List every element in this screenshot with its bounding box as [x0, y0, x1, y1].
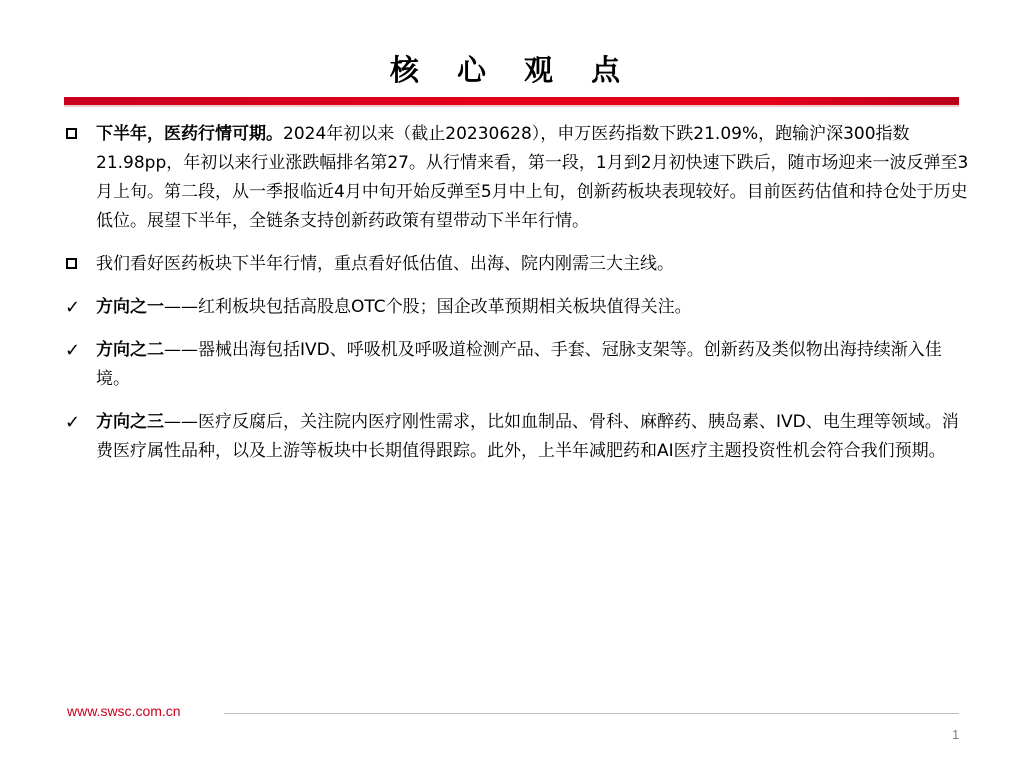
bullet-lead: 下半年，医药行情可期。 [96, 124, 283, 144]
bullet-text: ——医疗反腐后，关注院内医疗刚性需求，比如血制品、骨科、麻醉药、胰岛素、IVD、电生理等领域。消费医疗属性品种，以及上游等板块中长期值得跟踪。此外，上半年减肥药和AI医疗主题投资性机会符合我们预期。 [96, 412, 959, 461]
page-number: 1 [952, 727, 960, 742]
bullet-lead: 方向之一 [96, 297, 164, 317]
bullet-lead: 方向之二 [96, 340, 164, 360]
bullet-item-main-lines [60, 250, 970, 279]
footer-divider [224, 713, 959, 714]
footer-website-link[interactable]: www.swsc.com.cn [67, 703, 181, 719]
bullet-item-direction-2 [60, 336, 970, 394]
bullet-text: ——红利板块包括高股息OTC个股；国企改革预期相关板块值得关注。 [164, 297, 692, 317]
title-underline-shadow [64, 105, 959, 107]
square-bullet-icon [62, 120, 82, 149]
bullet-text: ——器械出海包括IVD、呼吸机及呼吸道检测产品、手套、冠脉支架等。创新药及类似物出海持续渐入佳境。 [96, 340, 942, 389]
checkmark-icon: ✓ [65, 340, 81, 361]
bullet-list [60, 120, 970, 480]
bullet-item-outlook [60, 120, 970, 236]
bullet-text: 我们看好医药板块下半年行情，重点看好低估值、出海、院内刚需三大主线。 [96, 254, 674, 274]
bullet-item-direction-1 [60, 293, 970, 322]
bullet-item-direction-3 [60, 408, 970, 466]
title-underline-bar [64, 97, 959, 105]
checkmark-icon: ✓ [65, 412, 81, 433]
bullet-text: 2024年初以来（截止20230628），申万医药指数下跌21.09%，跑输沪深300指数21.98pp，年初以来行业涨跌幅排名第27。从行情来看，第一段，1月到2月初快速下跌后，随市场迎来一波反弹至3月上旬。第二段，从一季报临近4月中旬开始反弹至5月中上旬，创新药板块表现较好。目前医药估值和持仓处于历史低位。展望下半年，全链条支持创新药政策有望带动下半年行情。 [96, 124, 969, 231]
checkmark-icon: ✓ [65, 297, 81, 318]
slide-title: 核 心 观 点 [389, 53, 635, 87]
square-bullet-icon [62, 250, 82, 279]
bullet-lead: 方向之三 [96, 412, 164, 432]
